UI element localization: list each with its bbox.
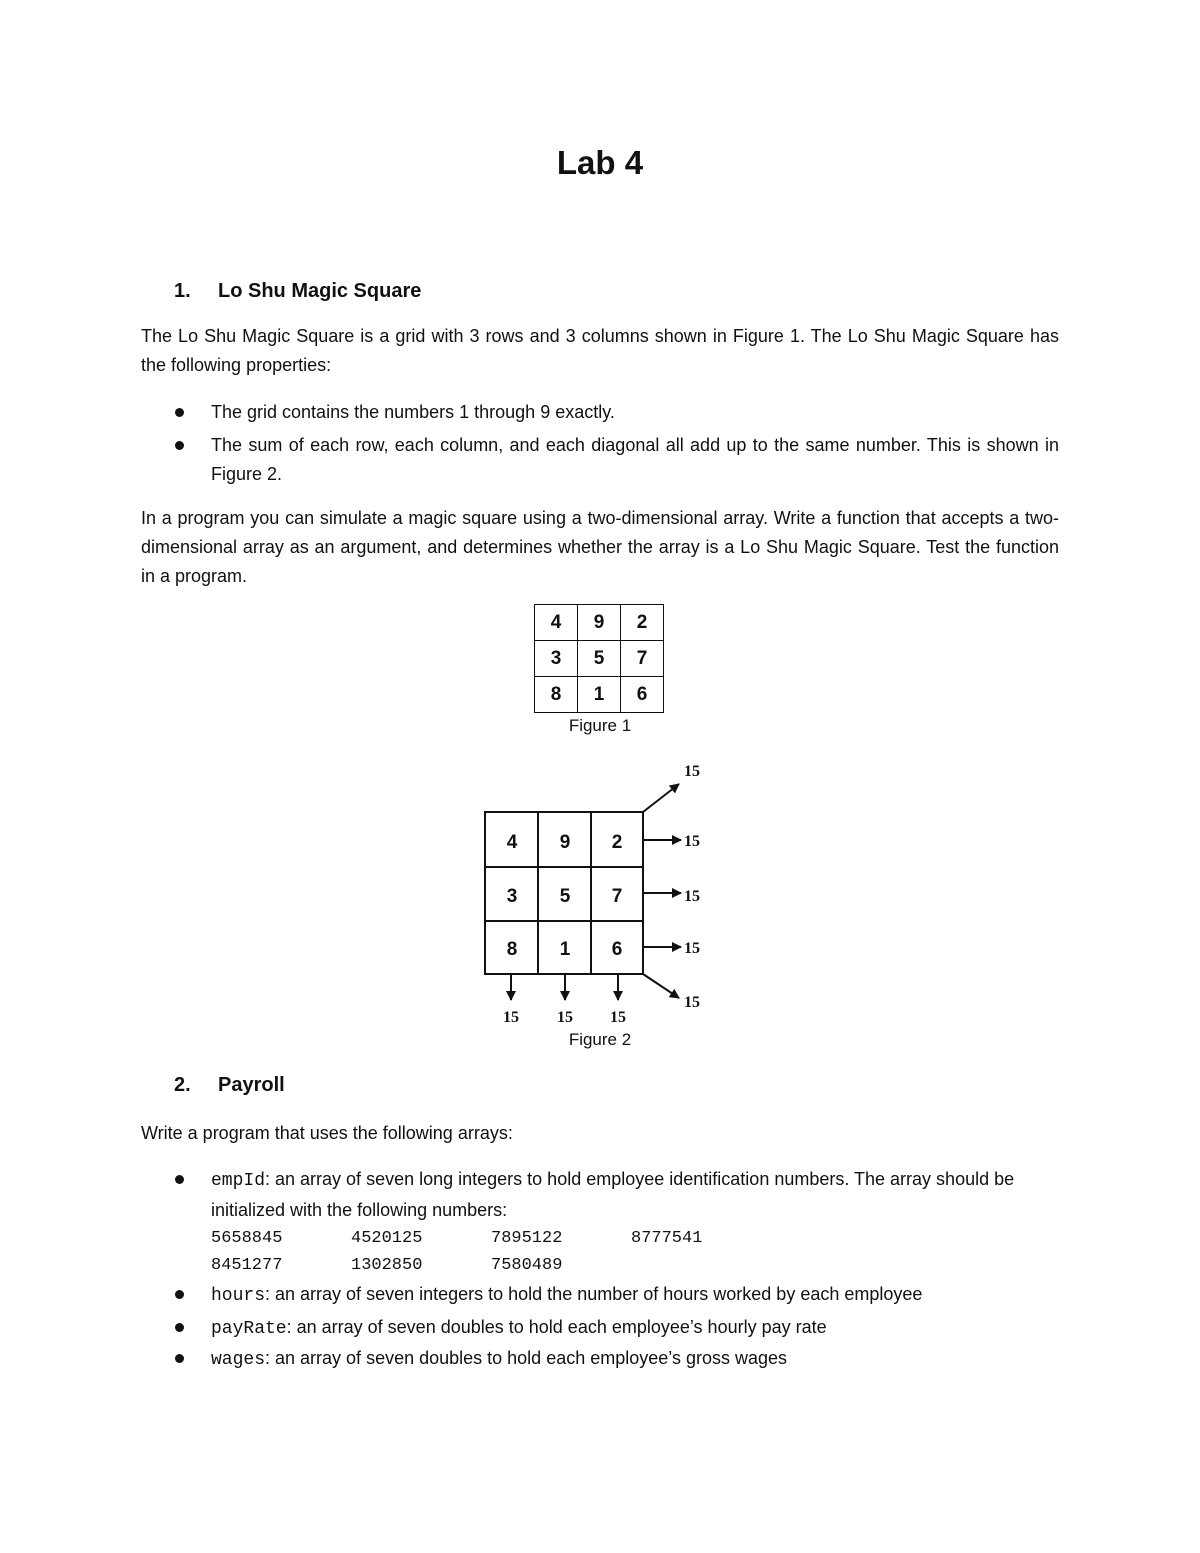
array-name-hours: hours [211, 1286, 266, 1306]
bullet-text: The sum of each row, each column, and each diagonal all add up to the same number. This is shown in Figure 2. [211, 435, 1059, 484]
section-2-title: Payroll [218, 1074, 285, 1096]
sum-label-column-3: 15 [610, 1009, 626, 1026]
page-title: Lab 4 [556, 144, 644, 181]
section-2-heading [174, 1074, 285, 1097]
bullet-icon [175, 1323, 184, 1332]
grid-cell: 5 [578, 641, 621, 677]
grid-cell: 6 [621, 677, 664, 713]
sum-label-row-3: 15 [684, 940, 700, 957]
grid-cell: 2 [611, 832, 623, 853]
grid-cell: 1 [559, 939, 571, 960]
array-name-payrate: payRate [211, 1319, 287, 1339]
section-1-intro: The Lo Shu Magic Square is a grid with 3 rows and 3 columns shown in Figure 1. The Lo Shu Magic Square has the following properties: [141, 326, 1059, 375]
array-name-empid: empId [211, 1171, 266, 1191]
figure-2-caption: Figure 2 [568, 1030, 632, 1049]
figure-2-diagram [460, 755, 750, 1030]
bullet-item-wages [141, 1344, 1059, 1374]
sum-label-diagonal-down: 15 [684, 994, 700, 1011]
bullet-item-hours [141, 1280, 1059, 1310]
section-1-title: Lo Shu Magic Square [218, 280, 422, 302]
employee-id: 7895122 [491, 1229, 563, 1248]
section-2-number: 2. [174, 1074, 191, 1096]
grid-cell: 8 [506, 939, 518, 960]
employee-id-row [211, 1252, 1059, 1279]
grid-cell: 7 [611, 886, 623, 907]
sum-label-diagonal-up: 15 [684, 763, 700, 780]
grid-cell: 9 [559, 832, 571, 853]
array-desc-hours: : an array of seven integers to hold the number of hours worked by each employee [265, 1284, 923, 1304]
employee-id: 1302850 [351, 1256, 423, 1275]
employee-id-row [211, 1225, 1059, 1252]
bullet-item-payrate [141, 1313, 1059, 1343]
grid-cell: 3 [506, 886, 518, 907]
bullet-icon [175, 1175, 184, 1184]
employee-id: 8451277 [211, 1256, 283, 1275]
bullet-icon [175, 1354, 184, 1363]
array-desc-empid: : an array of seven long integers to hold employee identification numbers. The array should be initialized with the following numbers: [211, 1169, 1015, 1220]
sum-label-row-1: 15 [684, 833, 700, 850]
bullet-icon [175, 441, 184, 450]
employee-id: 5658845 [211, 1229, 283, 1248]
grid-cell: 1 [578, 677, 621, 713]
figure-1-grid [534, 604, 664, 713]
sum-label-row-2: 15 [684, 888, 700, 905]
bullet-icon [175, 1290, 184, 1299]
bullet-item [141, 431, 1059, 491]
diagonal-down-arrow-icon [643, 974, 679, 998]
grid-cell: 4 [506, 832, 518, 853]
employee-id: 8777541 [631, 1229, 703, 1248]
employee-id: 7580489 [491, 1256, 563, 1275]
grid-cell: 2 [621, 605, 664, 641]
grid-cell: 8 [535, 677, 578, 713]
employee-id-list [211, 1225, 1059, 1279]
bullet-item [141, 398, 1059, 428]
sum-label-column-2: 15 [557, 1009, 573, 1026]
grid-cell: 7 [621, 641, 664, 677]
array-desc-wages: : an array of seven doubles to hold each employee’s gross wages [265, 1348, 787, 1368]
section-2-intro: Write a program that uses the following arrays: [141, 1123, 513, 1143]
figure-1-caption: Figure 1 [568, 716, 632, 735]
diagonal-up-arrow-icon [643, 784, 679, 812]
employee-id: 4520125 [351, 1229, 423, 1248]
grid-cell: 6 [611, 939, 623, 960]
grid-cell: 3 [535, 641, 578, 677]
grid-cell: 4 [535, 605, 578, 641]
bullet-text: The grid contains the numbers 1 through 9 exactly. [211, 402, 615, 422]
sum-label-column-1: 15 [503, 1009, 519, 1026]
grid-cell: 5 [559, 886, 571, 907]
section-1-task: In a program you can simulate a magic square using a two-dimensional array. Write a function that accepts a two-dimensional array as an argument, and determines whether the array is a Lo Shu Magic Square. Test the function in a program. [141, 508, 1059, 586]
bullet-icon [175, 408, 184, 417]
section-1-heading [174, 280, 421, 303]
array-name-wages: wages [211, 1350, 266, 1370]
array-desc-payrate: : an array of seven doubles to hold each employee’s hourly pay rate [286, 1317, 827, 1337]
grid-cell: 9 [578, 605, 621, 641]
section-1-number: 1. [174, 280, 191, 302]
bullet-item-empid [141, 1165, 1059, 1280]
